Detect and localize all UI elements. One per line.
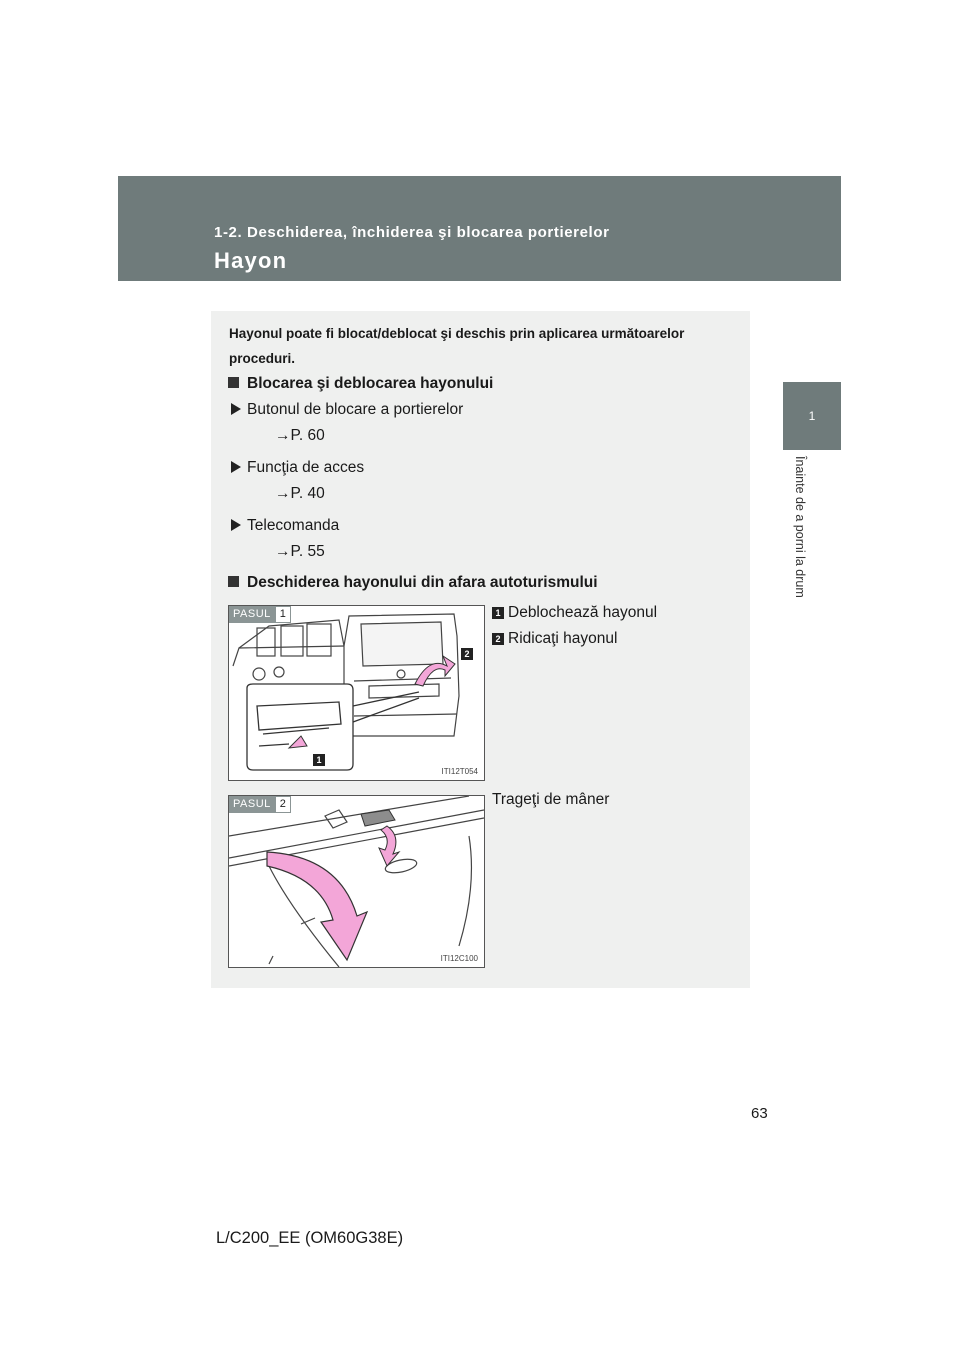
chapter-header [118,176,841,281]
chapter-side-title: Înainte de a porni la drum [793,456,807,598]
square-bullet-icon [228,377,239,388]
chapter-number: 1 [808,409,816,423]
list-item: Telecomanda [231,517,339,535]
tailgate-illustration [229,606,484,780]
page-reference: →P. 40 [275,485,325,502]
step2-figure [228,795,485,968]
lock-section-heading: Blocarea şi deblocarea hayonului [228,375,493,393]
step1-figure [228,605,485,781]
intro-text: Hayonul poate fi blocat/deblocat şi deschis prin aplicarea următoarelor proceduri. [229,326,685,366]
page-title: Hayon [214,248,288,273]
figure-code: ITI12T054 [441,767,478,776]
number-1-icon: 1 [492,607,504,619]
page-number: 63 [751,1105,768,1122]
footer-code: L/C200_EE (OM60G38E) [216,1229,404,1247]
step2-text: Trageţi de mâner [492,791,610,808]
callout-2: 2 [461,648,473,660]
step1-label: PASUL 1 [229,606,291,623]
section-title: 1-2. Deschiderea, închiderea şi blocarea portierelor [214,224,610,241]
content-panel [211,311,750,988]
step1-item: 2 Ridicaţi hayonul [492,630,617,648]
step1-item: 1 Deblochează hayonul [492,604,657,622]
page-reference: →P. 60 [275,427,325,444]
chapter-tab [783,382,841,450]
open-section-heading: Deschiderea hayonului din afara autoturismului [228,574,598,592]
square-bullet-icon [228,576,239,587]
number-2-icon: 2 [492,633,504,645]
page-reference: →P. 55 [275,543,325,560]
figure-code: ITI12C100 [440,954,478,963]
handle-illustration [229,796,484,967]
list-item: Funcţia de acces [231,459,364,477]
triangle-bullet-icon [231,519,241,531]
callout-1: 1 [313,754,325,766]
step2-label: PASUL 2 [229,796,291,813]
triangle-bullet-icon [231,461,241,473]
list-item: Butonul de blocare a portierelor [231,401,463,419]
triangle-bullet-icon [231,403,241,415]
